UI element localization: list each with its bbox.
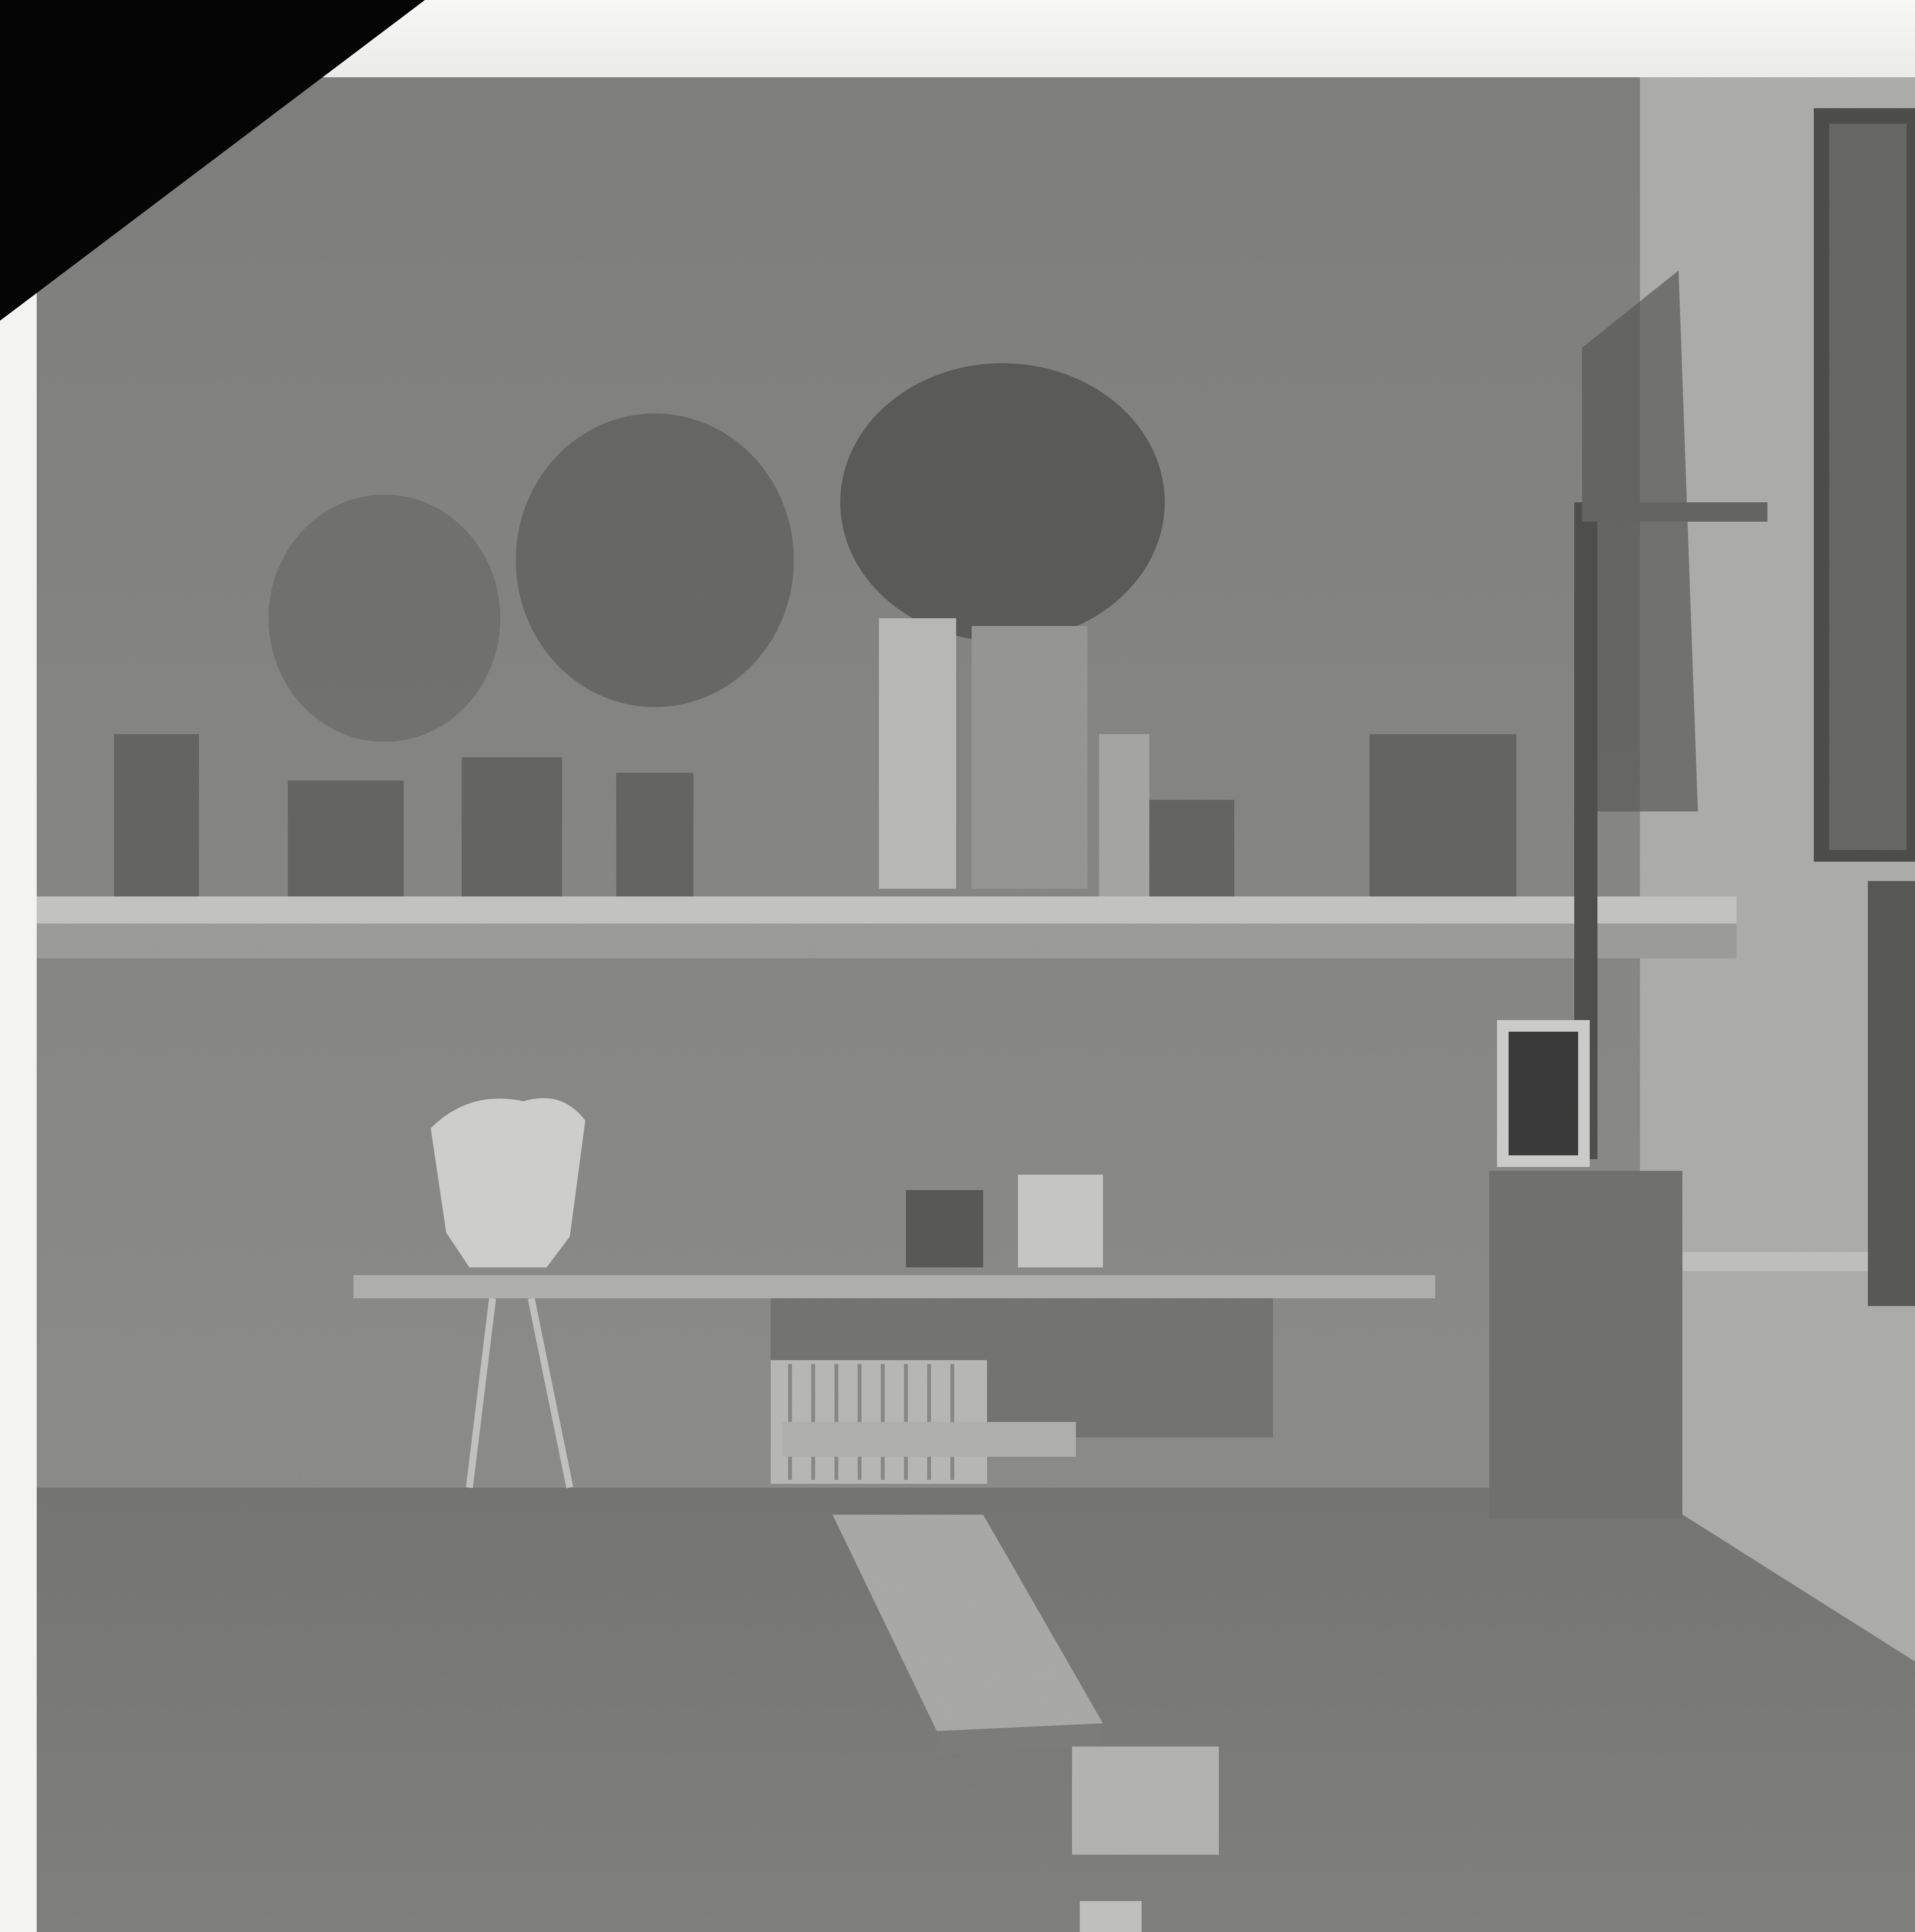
studio-photo-illustration bbox=[37, 77, 1915, 1932]
studio-photograph bbox=[37, 77, 1915, 1932]
